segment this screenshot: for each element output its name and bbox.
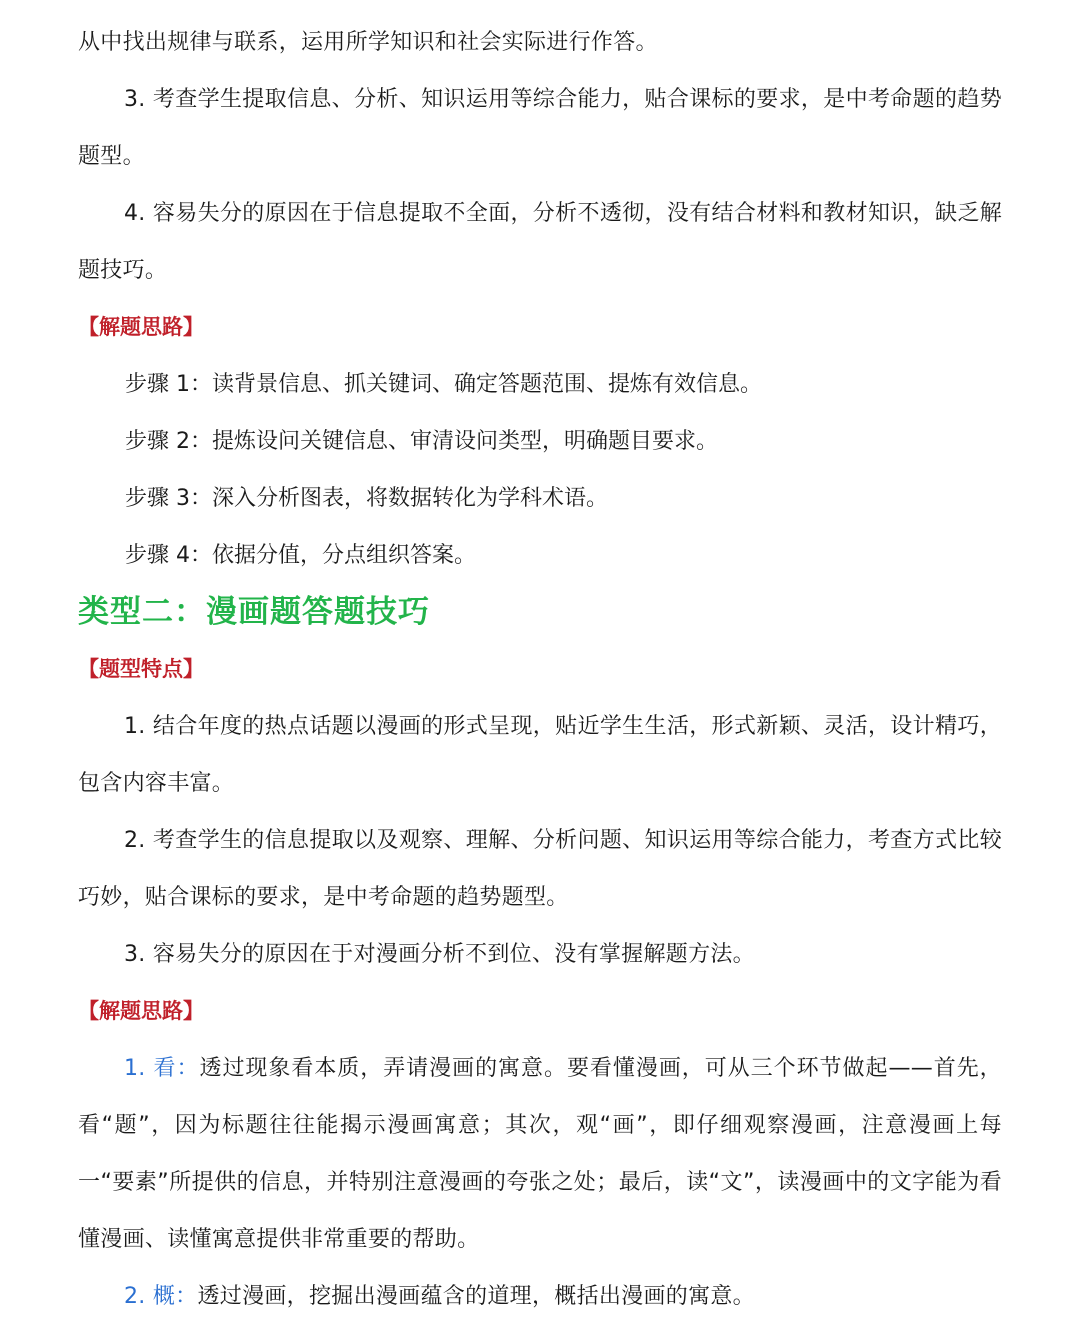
method-look-prefix: 1. 看： (124, 1056, 200, 1081)
feature-item-4: 4. 容易失分的原因在于信息提取不全面，分析不透彻，没有结合材料和教材知识，缺乏解题技巧。 (78, 201, 1002, 283)
section-title-comic: 类型二：漫画题答题技巧 (78, 594, 430, 630)
method-summarize-text: 透过漫画，挖掘出漫画蕴含的道理，概括出漫画的寓意。 (197, 1284, 755, 1309)
comic-feature-1: 1. 结合年度的热点话题以漫画的形式呈现，贴近学生生活，形式新颖、灵活，设计精巧，包含内容丰富。 (78, 714, 1002, 796)
comic-feature-3: 3. 容易失分的原因在于对漫画分析不到位、没有掌握解题方法。 (124, 942, 755, 967)
step-4: 步骤 4：依据分值，分点组织答案。 (125, 543, 476, 568)
step-1: 步骤 1：读背景信息、抓关键词、确定答题范围、提炼有效信息。 (125, 372, 762, 397)
method-summarize (78, 1268, 1002, 1325)
method-look (78, 1040, 1002, 1268)
paragraph-continuation: 从中找出规律与联系，运用所学知识和社会实际进行作答。 (78, 30, 658, 55)
thinking-heading-1: 【解题思路】 (78, 315, 204, 339)
method-look-text: 透过现象看本质，弄请漫画的寓意。要看懂漫画，可从三个环节做起——首先，看“题”，因为标题往往能揭示漫画寓意；其次，观“画”，即仔细观察漫画，注意漫画上每一“要素”所提供的信息，并特别注意漫画的夸张之处；最后，读“文”，读漫画中的文字能为看懂漫画、读懂寓意提供非常重要的帮助。 (78, 1056, 1002, 1252)
method-summarize-prefix: 2. 概： (124, 1284, 198, 1309)
features-heading: 【题型特点】 (78, 657, 204, 681)
step-2: 步骤 2：提炼设问关键信息、审清设问类型，明确题目要求。 (125, 429, 718, 454)
thinking-heading-2: 【解题思路】 (78, 999, 204, 1023)
comic-feature-2: 2. 考查学生的信息提取以及观察、理解、分析问题、知识运用等综合能力，考查方式比较巧妙，贴合课标的要求，是中考命题的趋势题型。 (78, 828, 1002, 910)
feature-item-3: 3. 考查学生提取信息、分析、知识运用等综合能力，贴合课标的要求，是中考命题的趋势题型。 (78, 87, 1002, 169)
step-3: 步骤 3：深入分析图表，将数据转化为学科术语。 (125, 486, 608, 511)
